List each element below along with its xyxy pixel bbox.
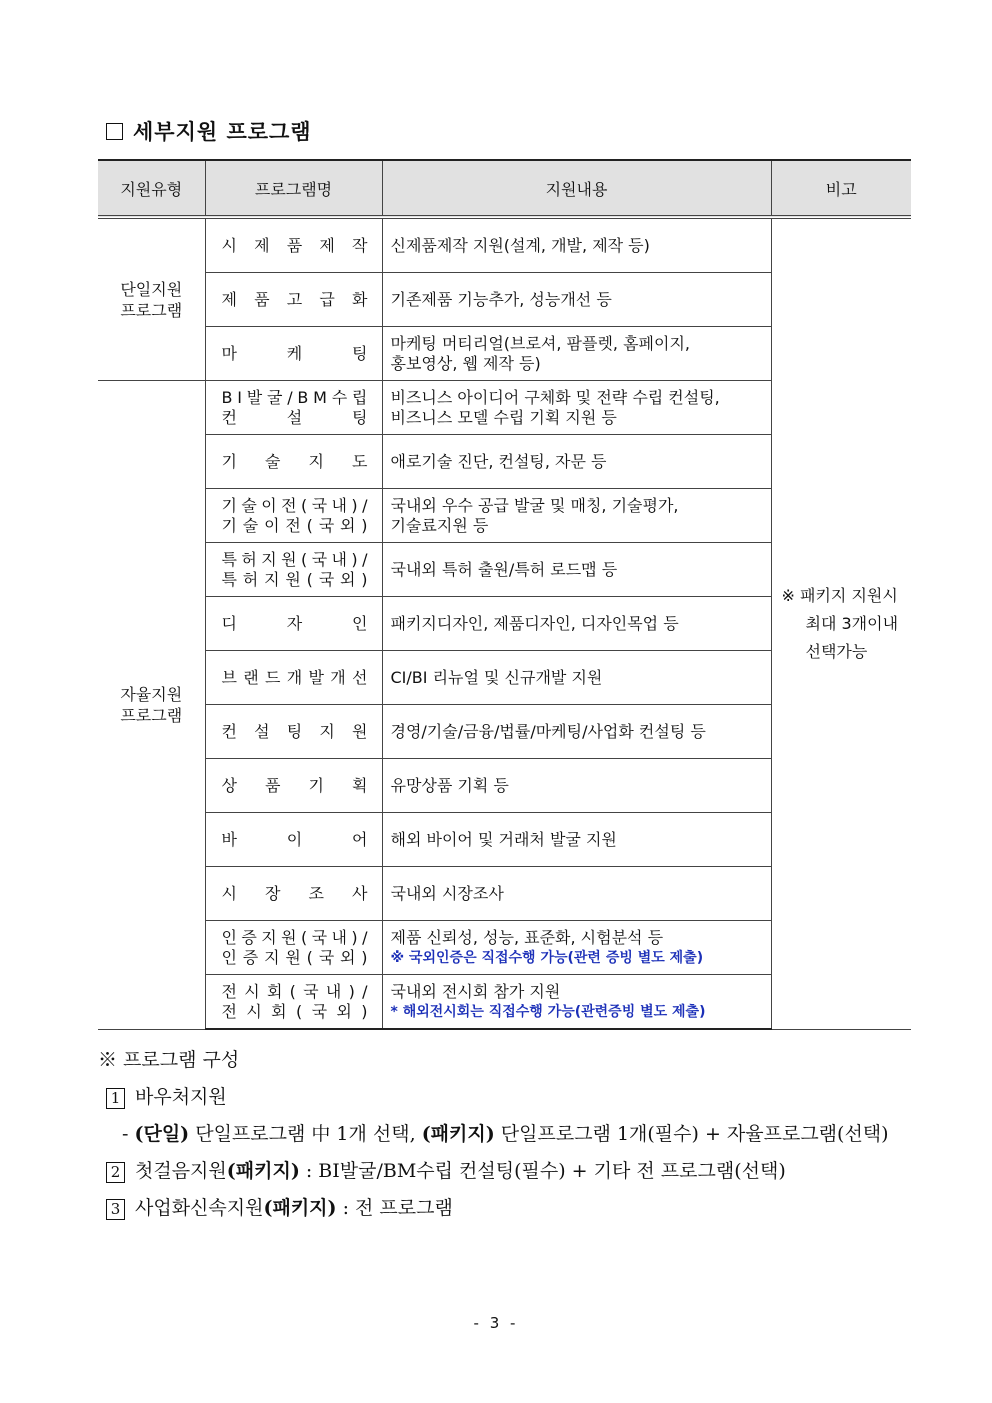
program-name-char: 굴 <box>266 387 283 407</box>
program-name-line <box>222 776 368 796</box>
program-name-char: 국 <box>311 927 328 947</box>
program-name-char: 품 <box>286 235 303 255</box>
program-name-line <box>222 344 368 364</box>
composition-item-3 <box>98 1190 889 1227</box>
program-name-char: 국 <box>318 515 335 535</box>
program-name-char: 원 <box>285 569 301 589</box>
program-name-char: 원 <box>285 947 301 967</box>
detail-dash: - <box>122 1123 135 1145</box>
program-name-char: 드 <box>265 667 281 687</box>
support-type-line: 프로그램 <box>120 705 183 725</box>
header-program-name: 프로그램명 <box>205 160 382 217</box>
header-support-content: 지원내용 <box>382 160 771 217</box>
support-type-line: 자율지원 <box>120 684 183 704</box>
program-name-char: ( <box>306 569 313 589</box>
program-name-char: 도 <box>352 451 368 471</box>
program-name-char: 팅 <box>352 343 368 363</box>
program-name-char: ( <box>306 515 313 535</box>
program-name-char: ) <box>361 1001 368 1021</box>
program-name-char: 팅 <box>286 721 303 741</box>
header-support-type: 지원유형 <box>98 160 205 217</box>
program-name-char: 내 <box>325 981 342 1001</box>
program-name-line <box>222 452 368 472</box>
program-name-char: 컨 <box>221 721 237 741</box>
support-content-cell <box>382 381 771 435</box>
program-name-char: 지 <box>261 927 277 947</box>
single-text: 단일프로그램 中 1개 선택, <box>189 1123 422 1145</box>
support-content-cell <box>382 813 771 867</box>
program-name-char: 조 <box>308 883 324 903</box>
program-name-char: 바 <box>221 829 237 849</box>
program-name-char: B <box>297 387 309 407</box>
program-name-line <box>222 496 368 516</box>
support-content-cell <box>382 273 771 327</box>
program-name-char: M <box>313 387 327 407</box>
program-table <box>98 159 911 1030</box>
program-name-char: 기 <box>308 775 324 795</box>
program-name-char: 전 <box>285 515 301 535</box>
program-name-char: ( <box>301 927 308 947</box>
program-name-char: ) <box>348 981 355 1001</box>
program-name-char: 제 <box>254 235 270 255</box>
program-name-char: 국 <box>311 495 328 515</box>
remark-line: ※ 패키지 지원시 <box>781 585 898 605</box>
program-name-char: 기 <box>221 451 237 471</box>
program-name-char: 외 <box>339 947 356 967</box>
program-name-char: 품 <box>265 775 281 795</box>
program-name-line <box>222 722 368 742</box>
support-type-cell <box>98 217 205 381</box>
item1-label: 바우처지원 <box>135 1086 227 1108</box>
program-name-char: 제 <box>319 235 335 255</box>
program-name-char: 어 <box>352 829 368 849</box>
checkbox-icon <box>106 123 123 140</box>
program-name-char: 증 <box>242 947 259 967</box>
support-content-line: 국내외 특허 출원/특허 로드맵 등 <box>390 559 618 579</box>
program-name-char: 술 <box>265 451 281 471</box>
program-name-char: 품 <box>254 289 270 309</box>
program-name-cell <box>205 597 382 651</box>
program-name-cell <box>205 867 382 921</box>
support-content-cell <box>382 921 771 975</box>
program-name-line <box>222 830 368 850</box>
item3-bold: (패키지) <box>263 1197 337 1219</box>
program-name-line <box>222 884 368 904</box>
table-body <box>98 217 911 1029</box>
program-name-char: 시 <box>221 235 237 255</box>
program-name-line <box>222 408 368 428</box>
program-name-char: 시 <box>244 981 260 1001</box>
program-name-char: 허 <box>242 569 259 589</box>
program-name-cell <box>205 543 382 597</box>
program-name-char: 급 <box>319 289 335 309</box>
program-name-char: 국 <box>311 1001 328 1021</box>
program-name-cell <box>205 705 382 759</box>
program-name-char: 기 <box>221 515 237 535</box>
number-box-1: 1 <box>106 1088 125 1109</box>
program-name-char: 발 <box>308 667 324 687</box>
program-name-char: 인 <box>352 613 368 633</box>
program-name-char: 수 <box>331 387 348 407</box>
support-content-cell <box>382 217 771 273</box>
program-name-line <box>222 668 368 688</box>
program-name-char: 국 <box>311 549 328 569</box>
remark-line: 최대 3개이내 <box>805 613 899 633</box>
page-title <box>106 116 312 146</box>
support-content-line: 비즈니스 모델 수립 기획 지원 등 <box>390 407 617 427</box>
program-name-line <box>222 550 368 570</box>
program-name-line <box>222 614 368 634</box>
item3-post: : 전 프로그램 <box>336 1197 453 1219</box>
support-content-cell <box>382 327 771 381</box>
program-name-char: 립 <box>351 387 368 407</box>
program-name-char: 화 <box>352 289 368 309</box>
program-name-char: 국 <box>318 947 335 967</box>
program-name-char: 시 <box>221 883 237 903</box>
support-content-line: 국내외 전시회 참가 지원 <box>390 981 561 1001</box>
program-name-char: 선 <box>352 667 368 687</box>
support-content-cell <box>382 705 771 759</box>
program-name-line <box>222 516 368 536</box>
support-content-line: 마케팅 머티리얼(브로셔, 팜플렛, 홈페이지, <box>390 333 691 353</box>
program-name-char: 내 <box>331 495 347 515</box>
program-name-char: / <box>362 981 368 1001</box>
composition-heading: ※ 프로그램 구성 <box>98 1049 240 1071</box>
support-content-line: 제품 신뢰성, 성능, 표준화, 시험분석 등 <box>390 927 664 947</box>
program-name-char: ) <box>361 569 368 589</box>
program-name-char: 개 <box>330 667 346 687</box>
program-name-char: 내 <box>331 927 347 947</box>
program-name-char: 케 <box>286 343 303 363</box>
support-content-cell <box>382 651 771 705</box>
item3-pre: 사업화신속지원 <box>135 1197 264 1219</box>
program-name-char: 이 <box>286 829 303 849</box>
program-name-char: / <box>287 387 293 407</box>
program-name-char: ) <box>361 515 368 535</box>
program-name-char: ) <box>351 927 358 947</box>
support-content-note: ※ 국외인증은 직접수행 가능(관련 증빙 별도 제출) <box>390 949 704 966</box>
support-content-line: 유망상품 기획 등 <box>390 775 509 795</box>
program-name-char: 장 <box>265 883 281 903</box>
program-name-char: 설 <box>286 407 303 427</box>
support-content-line: 홍보영상, 웹 제작 등) <box>390 353 541 373</box>
support-content-cell <box>382 759 771 813</box>
program-name-char: 원 <box>352 721 368 741</box>
program-name-char: 허 <box>241 549 257 569</box>
program-name-char: 회 <box>266 981 283 1001</box>
number-box-3: 3 <box>106 1199 125 1220</box>
program-name-char: 지 <box>261 549 277 569</box>
program-name-char: 증 <box>241 927 257 947</box>
program-name-char: 디 <box>221 613 237 633</box>
program-name-char: / <box>362 495 368 515</box>
program-name-char: 설 <box>254 721 270 741</box>
table-header-row <box>98 160 911 217</box>
program-name-char: 발 <box>246 387 263 407</box>
program-name-line <box>222 982 368 1002</box>
program-name-char: 지 <box>264 569 280 589</box>
program-name-char: 제 <box>221 289 237 309</box>
program-name-char: 원 <box>281 549 297 569</box>
program-name-char: 시 <box>246 1001 262 1021</box>
program-name-char: 술 <box>242 515 259 535</box>
item2-post: : BI발굴/BM수립 컨설팅(필수) + 기타 전 프로그램(선택) <box>299 1160 786 1182</box>
program-name-cell <box>205 381 382 435</box>
program-name-char: 전 <box>221 1001 237 1021</box>
program-name-char: 지 <box>319 721 335 741</box>
program-name-char: 고 <box>286 289 303 309</box>
support-type-line: 프로그램 <box>120 300 183 320</box>
composition-item-2 <box>98 1153 889 1190</box>
program-name-char: 특 <box>221 569 237 589</box>
program-name-char: 작 <box>352 235 368 255</box>
program-name-line <box>222 388 368 408</box>
support-content-line: CI/BI 리뉴얼 및 신규개발 지원 <box>390 667 603 687</box>
program-name-char: 외 <box>339 569 356 589</box>
program-name-cell <box>205 813 382 867</box>
composition-item-1 <box>98 1079 889 1116</box>
support-content-cell <box>382 975 771 1030</box>
number-box-2: 2 <box>106 1162 125 1183</box>
program-name-char: 팅 <box>352 407 368 427</box>
program-name-char: ( <box>301 495 308 515</box>
program-name-char: 외 <box>336 1001 352 1021</box>
program-name-char: 자 <box>286 613 303 633</box>
item2-bold: (패키지) <box>226 1160 300 1182</box>
program-name-char: B <box>221 387 233 407</box>
program-name-char: ) <box>361 947 368 967</box>
program-name-line <box>222 928 368 948</box>
program-name-char: 이 <box>261 495 277 515</box>
program-name-char: / <box>362 549 368 569</box>
support-content-line: 비즈니스 아이디어 구체화 및 전략 수립 컨설팅, <box>390 387 720 407</box>
support-content-line: 국내외 시장조사 <box>390 883 504 903</box>
program-name-line <box>222 948 368 968</box>
support-content-line: 애로기술 진단, 컨설팅, 자문 등 <box>390 451 607 471</box>
support-content-line: 경영/기술/금융/법률/마케팅/사업화 컨설팅 등 <box>390 721 706 741</box>
program-name-char: 전 <box>221 981 237 1001</box>
program-name-char: 전 <box>281 495 297 515</box>
program-name-char: 국 <box>318 569 335 589</box>
support-content-cell <box>382 867 771 921</box>
item2-pre: 첫걸음지원 <box>135 1160 227 1182</box>
program-name-char: ) <box>351 549 358 569</box>
package-label: (패키지) <box>421 1123 495 1145</box>
page-number: - 3 - <box>473 1314 519 1332</box>
support-type-line: 단일지원 <box>120 279 183 299</box>
program-name-char: 술 <box>241 495 257 515</box>
program-name-char: 브 <box>221 667 237 687</box>
program-name-char: 이 <box>264 515 280 535</box>
program-name-line <box>222 236 368 256</box>
single-label: (단일) <box>134 1123 190 1145</box>
program-name-char: 지 <box>308 451 324 471</box>
program-name-char: 인 <box>221 947 237 967</box>
program-name-char: 상 <box>221 775 237 795</box>
program-name-char: ( <box>295 1001 303 1021</box>
program-name-char: 인 <box>221 927 237 947</box>
page-title-text: 세부지원 프로그램 <box>133 120 312 144</box>
program-name-cell <box>205 327 382 381</box>
program-name-cell <box>205 651 382 705</box>
program-name-line <box>222 1002 368 1022</box>
support-content-cell <box>382 489 771 543</box>
program-name-char: I <box>237 387 242 407</box>
program-name-cell <box>205 489 382 543</box>
program-name-char: 획 <box>352 775 368 795</box>
program-name-char: 컨 <box>221 407 237 427</box>
program-name-cell <box>205 759 382 813</box>
program-name-char: 사 <box>352 883 368 903</box>
remark-line: 선택가능 <box>805 641 868 661</box>
program-name-cell <box>205 921 382 975</box>
package-text: 단일프로그램 1개(필수) + 자율프로그램(선택) <box>494 1123 889 1145</box>
program-name-cell <box>205 435 382 489</box>
composition-section <box>98 1042 889 1227</box>
program-name-char: 외 <box>339 515 356 535</box>
support-content-line: 패키지디자인, 제품디자인, 디자인목업 등 <box>390 613 679 633</box>
support-content-line: 기존제품 기능추가, 성능개선 등 <box>390 289 612 309</box>
support-content-cell <box>382 435 771 489</box>
program-name-char: 랜 <box>243 667 259 687</box>
program-name-char: 국 <box>303 981 319 1001</box>
program-name-char: 특 <box>221 549 237 569</box>
program-name-char: 내 <box>331 549 347 569</box>
program-name-char: / <box>362 927 368 947</box>
program-name-char: 원 <box>281 927 297 947</box>
program-name-char: 기 <box>221 495 237 515</box>
program-name-cell <box>205 217 382 273</box>
table-row <box>98 217 911 273</box>
program-name-char: ) <box>351 495 358 515</box>
support-content-line: 기술료지원 등 <box>390 515 489 535</box>
program-name-cell <box>205 273 382 327</box>
program-name-char: ( <box>289 981 296 1001</box>
support-content-line: 신제품제작 지원(설계, 개발, 제작 등) <box>390 235 650 255</box>
support-content-line: 해외 바이어 및 거래처 발굴 지원 <box>390 829 617 849</box>
program-name-char: 마 <box>221 343 237 363</box>
support-content-cell <box>382 543 771 597</box>
program-name-cell <box>205 975 382 1030</box>
program-name-line <box>222 290 368 310</box>
program-name-char: 회 <box>271 1001 287 1021</box>
composition-item-1-detail <box>98 1116 889 1153</box>
program-name-char: 지 <box>264 947 280 967</box>
support-type-cell <box>98 381 205 1030</box>
header-remark: 비고 <box>771 160 911 217</box>
support-content-line: 국내외 우수 공급 발굴 및 매칭, 기술평가, <box>390 495 679 515</box>
program-name-char: 개 <box>286 667 303 687</box>
support-content-cell <box>382 597 771 651</box>
support-content-note: * 해외전시회는 직접수행 가능(관련증빙 별도 제출) <box>390 1003 706 1020</box>
program-name-char: ( <box>301 549 308 569</box>
program-name-line <box>222 570 368 590</box>
remark-cell <box>771 217 911 1029</box>
program-name-char: ( <box>306 947 313 967</box>
